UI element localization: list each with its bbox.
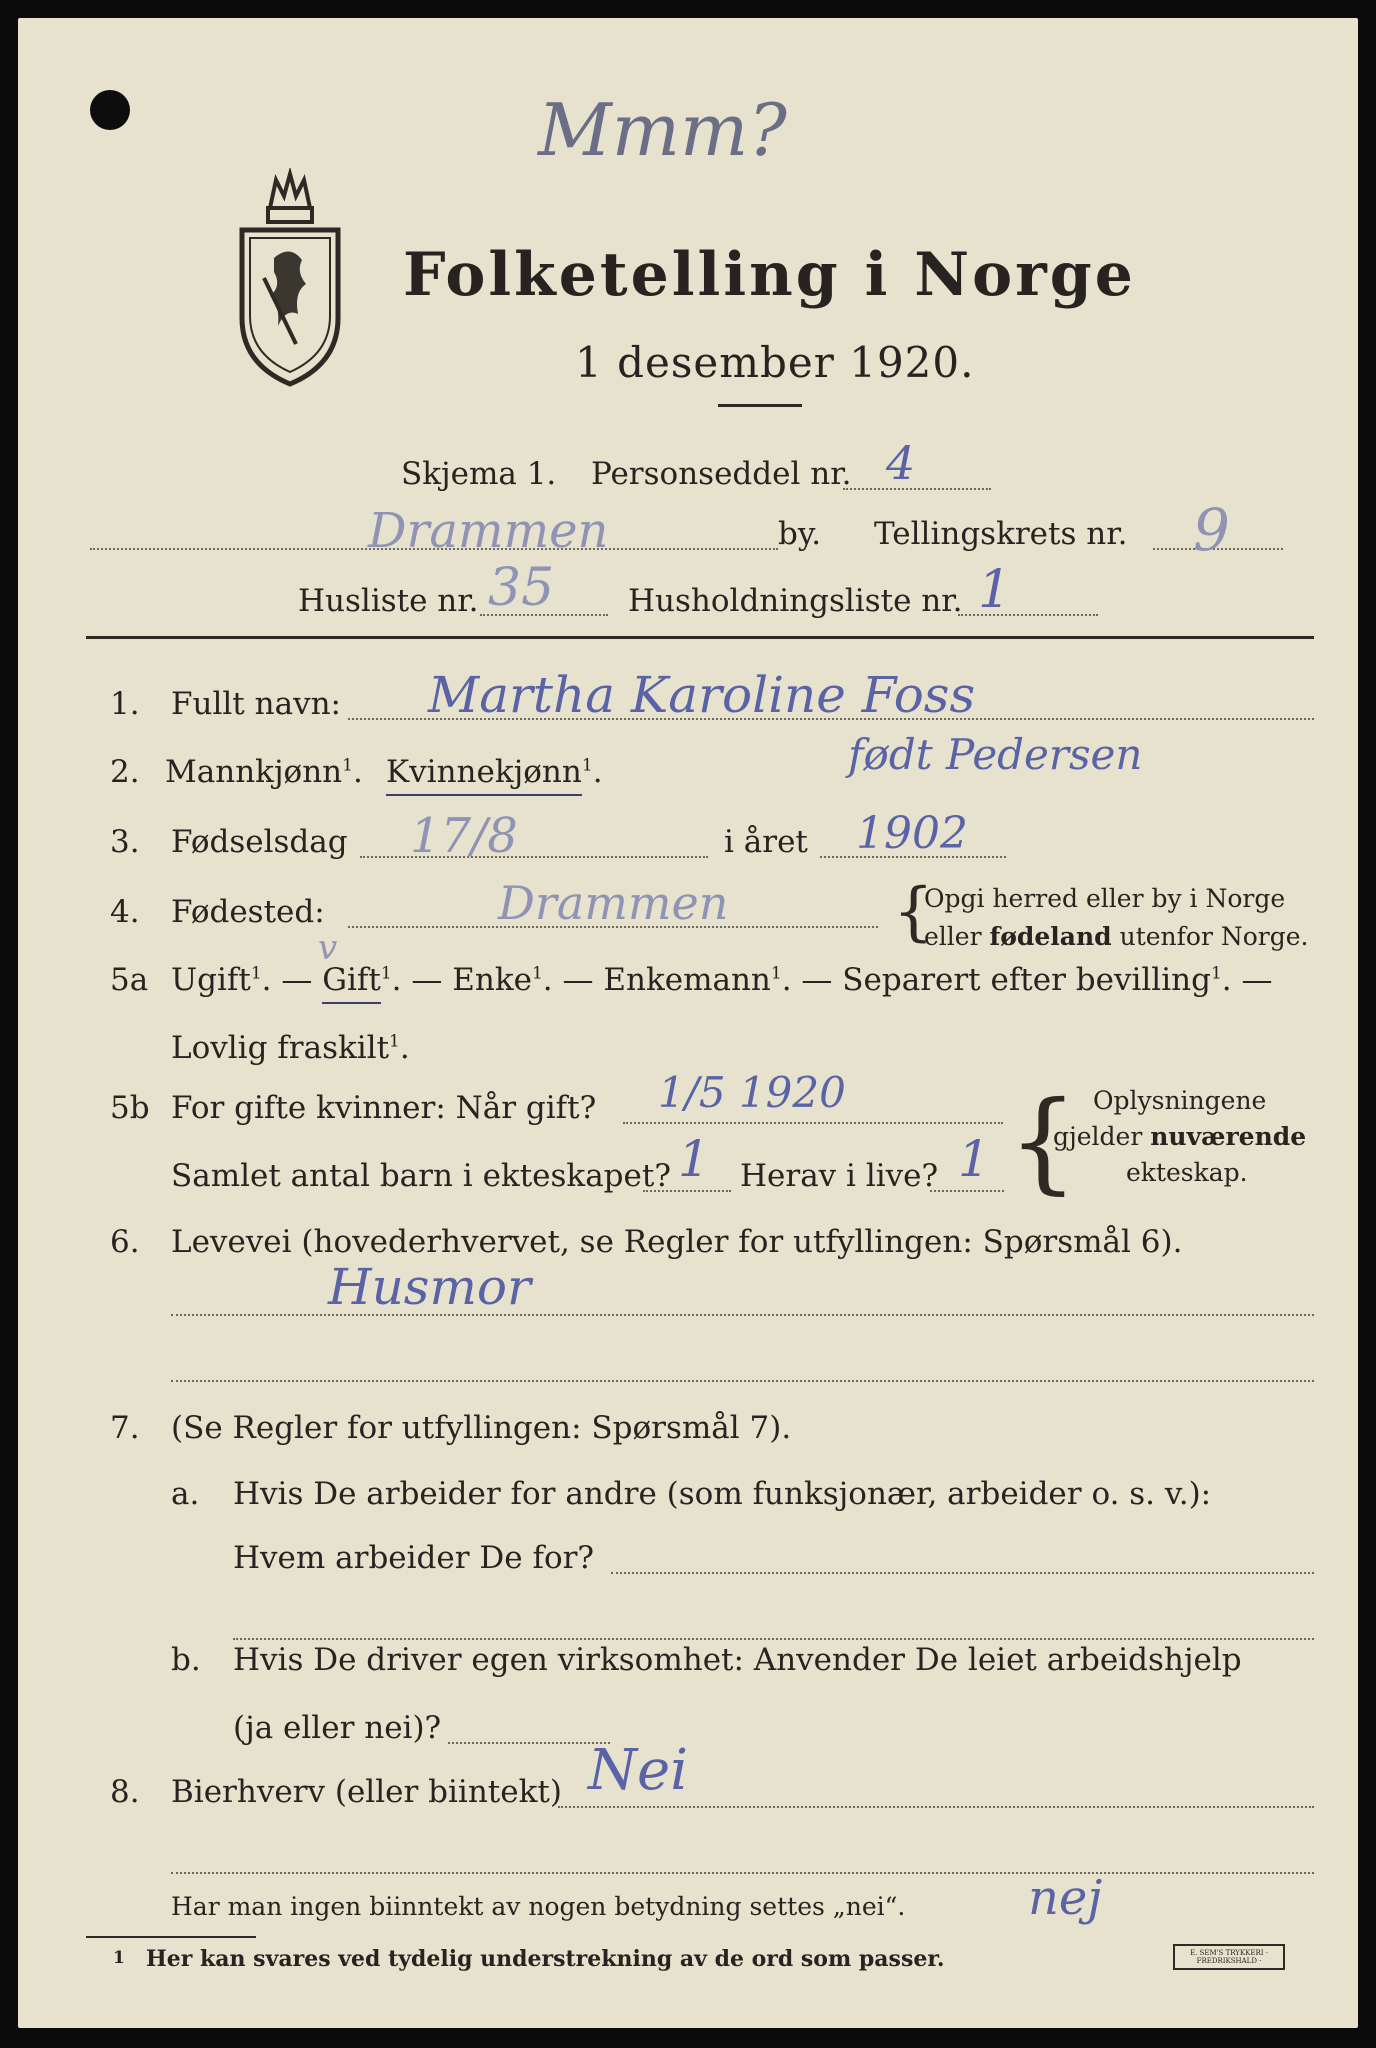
birthplace-value: Drammen	[498, 876, 729, 930]
husliste-value: 35	[488, 558, 555, 618]
side-income-note: Har man ingen biinntekt av nogen betydning settes „nei“.	[171, 1892, 906, 1921]
marriage-note-2	[1053, 1122, 1306, 1151]
top-annotation: Mmm?	[538, 88, 787, 172]
status-enke[interactable]: . — Enke	[391, 962, 532, 998]
living-value: 1	[958, 1130, 990, 1188]
q8-label: Bierhverv (eller biintekt)	[171, 1774, 562, 1810]
coat-of-arms-icon	[236, 168, 344, 388]
married-when-value: 1/5 1920	[658, 1068, 846, 1117]
sex-female-label: Kvinnekjønn	[386, 754, 582, 796]
sex-male-label: Mannkjønn	[165, 754, 343, 790]
status-enkemann[interactable]: . — Enkemann	[542, 962, 771, 998]
separator: . —	[261, 962, 323, 998]
q7b-letter: b.	[171, 1642, 201, 1678]
header-divider	[86, 636, 1314, 639]
personseddel-field[interactable]	[843, 488, 991, 490]
note-bold: fødeland	[989, 922, 1112, 951]
footnote-mark: 1	[113, 1948, 125, 1968]
city-value: Drammen	[368, 503, 609, 559]
status-separert[interactable]: . — Separert efter bevilling	[781, 962, 1211, 998]
q3-number: 3.	[110, 824, 140, 860]
marriage-note-3: ekteskap.	[1126, 1158, 1248, 1187]
census-date: 1 desember 1920.	[575, 338, 975, 387]
q5a-number: 5a	[110, 962, 149, 998]
note-text: eller	[924, 922, 990, 951]
footnote-ref: 1	[380, 963, 392, 984]
printer-stamp	[1173, 1944, 1285, 1970]
fraskilt-end: .	[399, 1030, 410, 1066]
q1-number: 1.	[110, 686, 140, 722]
q7b-text: Hvis De driver egen virksomhet: Anvender De leiet arbeidshjelp	[233, 1642, 1242, 1678]
title-rule	[718, 404, 802, 407]
q7a-question: Hvem arbeider De for?	[233, 1540, 595, 1576]
husliste-label: Husliste nr.	[298, 583, 479, 619]
q7-number: 7.	[110, 1410, 140, 1446]
employer-field[interactable]	[611, 1572, 1314, 1574]
note-brace: {	[1008, 1077, 1078, 1205]
children-value: 1	[678, 1130, 710, 1188]
birthday-value: 17/8	[410, 808, 518, 864]
check-mark: v	[318, 928, 338, 968]
note-brace: {	[893, 875, 934, 949]
footnote-ref: 1	[342, 755, 353, 776]
living-field[interactable]	[930, 1190, 1004, 1192]
note-text: utenfor Norge.	[1111, 922, 1309, 951]
q4-label: Fødested:	[171, 894, 325, 930]
q1-label: Fullt navn:	[171, 686, 341, 722]
personseddel-value: 4	[886, 436, 916, 490]
q7b-question: (ja eller nei)?	[233, 1710, 442, 1746]
q7a-letter: a.	[171, 1476, 200, 1512]
q2-number: 2.	[110, 754, 140, 790]
q4-number: 4.	[110, 894, 140, 930]
footnote-ref: 1	[389, 1031, 400, 1052]
birth-year-value: 1902	[856, 808, 968, 859]
q3-label: Fødselsdag	[171, 824, 348, 860]
side-income-value: Nei	[588, 1738, 689, 1803]
husholdning-label: Husholdningsliste nr.	[628, 583, 963, 619]
footnote-rule	[86, 1936, 256, 1938]
full-name-value: Martha Karoline Foss	[428, 666, 976, 724]
q6-label: Levevei (hovederhvervet, se Regler for utfyllingen: Spørsmål 6).	[171, 1224, 1183, 1260]
footnote-text: Her kan svares ved tydelig understrekning av de ord som passer.	[146, 1946, 945, 1972]
tellingskrets-label: Tellingskrets nr.	[874, 516, 1128, 552]
page-title: Folketelling i Norge	[403, 240, 1136, 310]
side-income-note-value: nej	[1028, 1870, 1103, 1926]
marriage-note-1: Oplysningene	[1093, 1086, 1267, 1115]
footnote-ref: 1	[250, 963, 262, 984]
note-bold: nuværende	[1150, 1122, 1307, 1151]
footnote-ref: 1	[770, 963, 782, 984]
birth-name-note: født Pedersen	[848, 730, 1143, 779]
sex-separator: .	[352, 754, 363, 790]
printer-stamp-text: E. SEM'S TRYKKERI · FREDRIKSHALD ·	[1190, 1949, 1268, 1965]
children-field[interactable]	[643, 1190, 731, 1192]
occupation-value: Husmor	[328, 1258, 531, 1316]
status-gift[interactable]: Gift	[322, 962, 381, 1004]
personseddel-label: Personseddel nr.	[591, 456, 852, 492]
birth-year-label: i året	[724, 824, 808, 860]
occupation-field-2[interactable]	[171, 1380, 1314, 1382]
side-income-field-2[interactable]	[171, 1872, 1314, 1874]
married-when-label: For gifte kvinner: Når gift?	[171, 1090, 597, 1126]
side-income-field[interactable]	[558, 1806, 1314, 1808]
married-when-field[interactable]	[623, 1122, 1003, 1124]
employer-field-2[interactable]	[233, 1638, 1314, 1640]
footnote-ref: 1	[531, 963, 543, 984]
sex-end: .	[592, 754, 603, 790]
status-fraskilt[interactable]	[171, 1030, 410, 1066]
birthplace-note-1: Opgi herred eller by i Norge	[924, 884, 1286, 913]
q7-label: (Se Regler for utfyllingen: Spørsmål 7).	[171, 1410, 792, 1446]
by-label: by.	[778, 516, 822, 552]
tellingskrets-value: 9	[1193, 496, 1230, 564]
hired-help-field[interactable]	[448, 1742, 610, 1744]
birthplace-note-2	[924, 922, 1308, 951]
q8-number: 8.	[110, 1774, 140, 1810]
footnote-ref: 1	[1210, 963, 1222, 984]
husholdning-value: 1	[978, 560, 1012, 620]
separator: . —	[1221, 962, 1273, 998]
q5b-number: 5b	[110, 1090, 150, 1126]
q7a-text: Hvis De arbeider for andre (som funksjonær, arbeider o. s. v.):	[233, 1476, 1212, 1512]
children-label: Samlet antal barn i ekteskapet?	[171, 1158, 671, 1194]
schema-label: Skjema 1.	[401, 456, 557, 492]
status-ugift[interactable]: Ugift	[171, 962, 251, 998]
footnote-ref: 1	[581, 755, 593, 776]
punch-hole	[90, 90, 130, 130]
fraskilt-label: Lovlig fraskilt	[171, 1030, 390, 1066]
living-label: Herav i live?	[740, 1158, 939, 1194]
note-text: gjelder	[1053, 1122, 1151, 1151]
sex-female-option[interactable]	[386, 754, 603, 790]
census-form-page	[18, 18, 1358, 2028]
sex-male-option[interactable]	[165, 754, 363, 790]
q6-number: 6.	[110, 1224, 140, 1260]
